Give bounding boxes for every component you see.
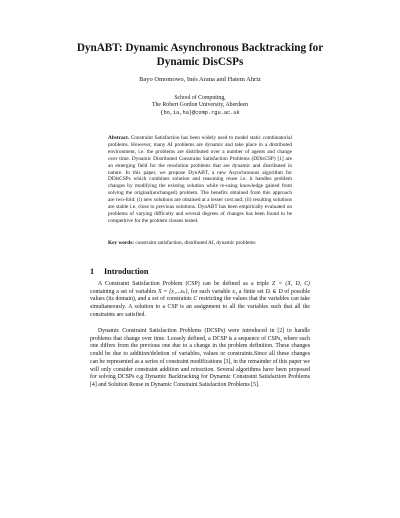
affiliation-line-2: The Robert Gordon University, Aberdeen xyxy=(151,102,249,109)
abstract-label: Abstract. xyxy=(108,135,130,141)
section-title: Introduction xyxy=(104,267,149,276)
p1-text-f: restricting the values that the variables can take simultaneously. A solution to a CSP is an assignment to all the variables such that all the constraints are satisfied. xyxy=(90,296,311,318)
intro-paragraph-1 xyxy=(90,281,310,320)
p1-text-a: A Constraint Satisfaction Problem (CSP) can be defined as a triple xyxy=(98,281,273,287)
p1-text-e: of possible values (its domain), and a set of constraints xyxy=(90,288,311,303)
keywords-text: constraint satisfaction, distributed AI, dynamic problems xyxy=(135,240,256,246)
p1-math-variables: X = {x₁...xₙ} xyxy=(158,288,188,295)
affiliation-email: {bo,ia,ha}@comp.rgu.ac.uk xyxy=(160,109,240,116)
title-line-1: DynABT: Dynamic Asynchronous Backtracking for xyxy=(76,42,324,54)
p1-math-triple: Z = (X, D, C) xyxy=(272,281,310,287)
p1-math-xi: xᵢ xyxy=(232,288,236,295)
abstract xyxy=(108,135,292,225)
p1-math-constraints: C xyxy=(193,296,198,303)
p1-text-b: containing a set of variables xyxy=(90,288,159,295)
p1-text-c: , for each variable xyxy=(187,288,233,295)
paper-title xyxy=(0,42,400,69)
intro-paragraph-2: Dynamic Constraint Satisfaction Problems (DCSPs) were introduced in [2] to handle problems that change over time. Loosely defined, a DCSP is a sequence of CSPs, where each one differs from the previous one due to a change in the problem definition. These changes could be due to addition/deletion of variables, values or constraints.Since all these changes can be represented as a series of constraint modifications [3], in the remainder of this paper we will only consider constraint addition and retraction. Several algorithms have been proposed for solving DCSPs e.g Dynamic Backtracking for Dynamic Constraint Satisfaction Problems [4] and Solution Reuse in Dynamic Constraint Satisfaction Problems [5]. xyxy=(90,328,310,388)
author-list: Bayo Omomowo, Inés Arana and Hatem Ahriz xyxy=(139,76,261,83)
keywords-label: Key words: xyxy=(108,240,135,246)
keywords xyxy=(108,240,292,247)
p1-math-domain: Dᵢ ∈ D xyxy=(265,288,283,295)
abstract-text: Constraint Satisfaction has been widely used to model static combinatorial problems. However, many AI problems are dynamic and take place in a distributed environment, i.e. the problems are distributed over a number of agents and change over time. Dynamic Distributed Constraint Satisfaction Problems (DDisCSP) [1] are an emerging field for the resolution problems that are dynamic and distributed in nature. In this paper, we propose DynABT, a new Asynchronous algorithm for DDisCSPs which combines solution and reasoning reuse i.e. it handles problem changes by modifying the existing solution while re-using knowledge gained from solving the original(unchanged) problem. The benefits obtained from this approach are two-fold: (i) new solutions are obtained at a lesser cost and; (ii) resulting solutions are stable i.e. close to previous solutions. DynABT has been empirically evaluated on problems of varying difficulty and several degrees of changes has been found to be competitive for the problem classes tested. xyxy=(108,135,293,224)
affiliation xyxy=(0,95,400,117)
section-number: 1 xyxy=(90,267,95,276)
title-line-2: Dynamic DisCSPs xyxy=(156,55,244,68)
section-heading xyxy=(90,267,310,277)
affiliation-line-1: School of Computing, xyxy=(174,95,226,101)
p1-text-d: , a finite set xyxy=(235,288,266,295)
